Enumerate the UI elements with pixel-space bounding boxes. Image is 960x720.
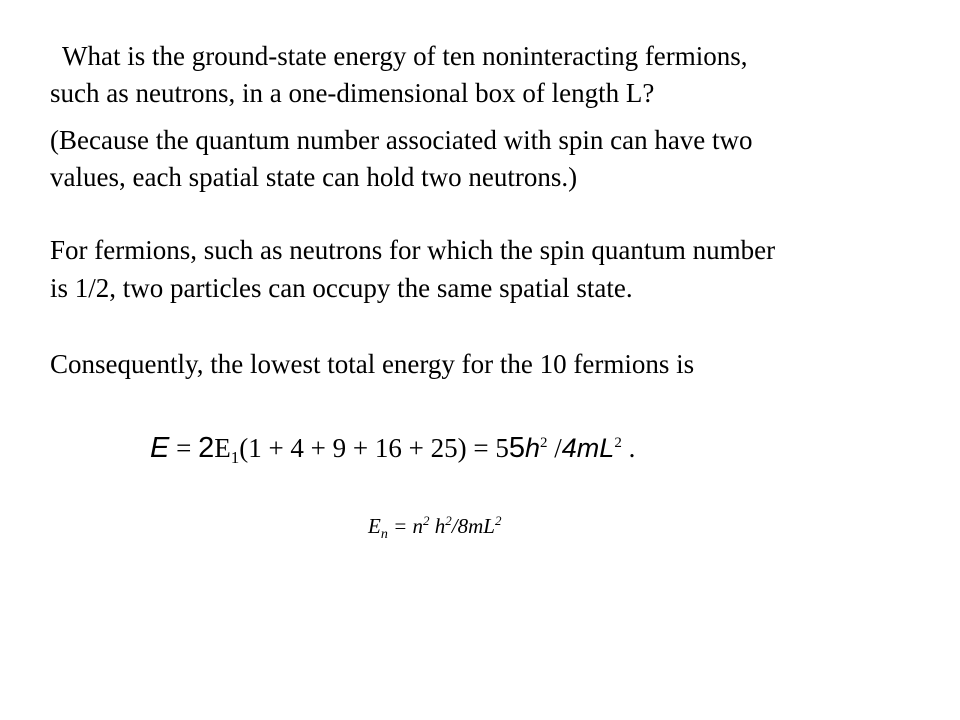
- equation-l-exponent: 2: [614, 435, 622, 451]
- formula-h-exponent: 2: [445, 513, 452, 528]
- formula-e: E: [368, 514, 381, 538]
- total-energy-equation: [150, 423, 635, 478]
- equation-denominator: 4mL: [561, 433, 615, 463]
- equation-coefficient: 2: [198, 432, 215, 464]
- equation-equals: =: [169, 433, 199, 463]
- question-line-1: What is the ground-state energy of ten noninteracting fermions,: [62, 41, 748, 71]
- equation-five: 5: [508, 432, 525, 464]
- formula-l-exponent: 2: [494, 513, 502, 528]
- formula-e-subscript: n: [380, 527, 388, 542]
- energy-level-formula: [368, 506, 501, 550]
- formula-n-exponent: 2: [423, 513, 430, 528]
- equation-slash: /: [547, 433, 562, 463]
- formula-h: h: [429, 514, 446, 538]
- equation-period: .: [621, 433, 636, 463]
- question-line-2: such as neutrons, in a one-dimensional box of length L?: [50, 78, 655, 108]
- equation-h: h: [524, 433, 541, 463]
- formula-equals: =: [387, 514, 413, 538]
- question-line-4: values, each spatial state can hold two neutrons.): [50, 162, 578, 192]
- formula-n: n: [412, 514, 423, 538]
- equation-h-exponent: 2: [540, 435, 548, 451]
- equation-lhs: E: [150, 432, 170, 464]
- question-line-3: (Because the quantum number associated with spin can have two: [50, 125, 753, 155]
- formula-denominator: /8mL: [451, 514, 495, 538]
- explanation-line-2: is 1/2, two particles can occupy the same spatial state.: [50, 273, 633, 303]
- equation-sum: (1 + 4 + 9 + 16 + 25) = 5: [239, 433, 509, 463]
- explanation-line-1: For fermions, such as neutrons for which the spin quantum number: [50, 235, 776, 265]
- equation-e: E: [214, 433, 231, 463]
- equation-e-subscript: 1: [230, 448, 240, 467]
- conclusion-line: Consequently, the lowest total energy for the 10 fermions is: [50, 349, 695, 379]
